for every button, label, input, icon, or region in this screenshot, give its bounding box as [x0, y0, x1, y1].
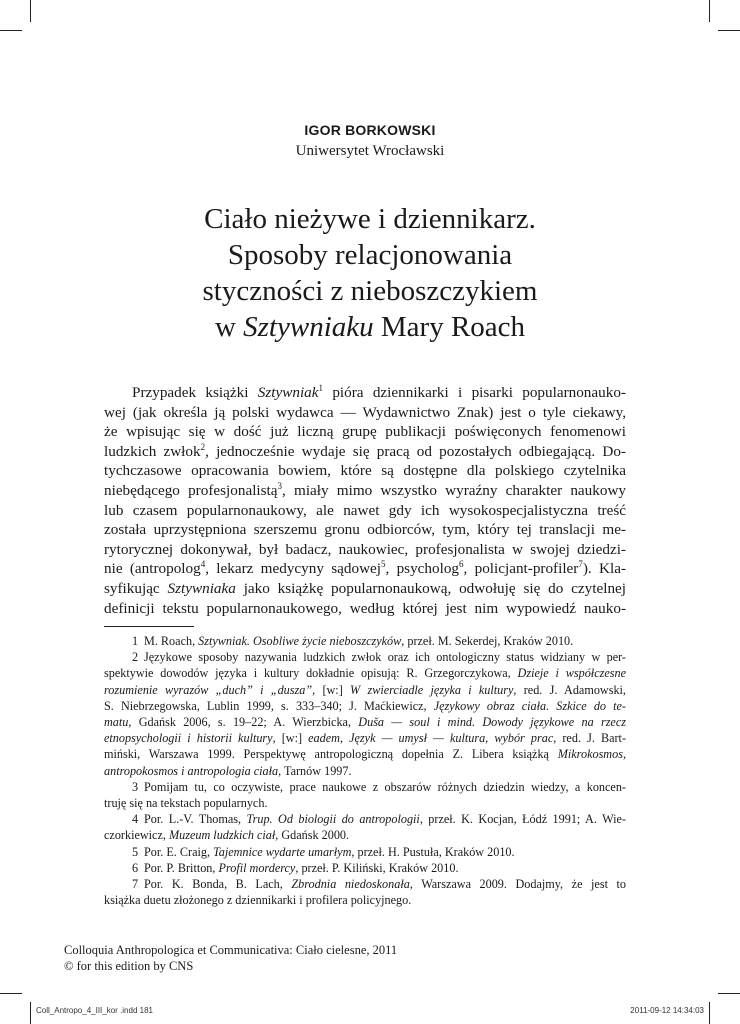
footnote-number: 2 — [132, 650, 139, 665]
text: syfikując — [104, 579, 168, 597]
book-title: Sztywniaka — [167, 579, 236, 597]
text: ludzkich zwłok — [104, 442, 201, 460]
footnote-ref[interactable]: 7 — [578, 559, 583, 570]
text: spektywie dowodów języka i kultury dokładnie opisują: R. Grzegorczykowa, — [104, 666, 518, 681]
text: Językowy obraz ciała. Szkice do te- — [433, 698, 626, 713]
text: Por. P. Britton, — [144, 860, 219, 875]
body-line: wej (jak określa ją polski wydawca — Wydawnictwo Znak) jest o tyle ciekawy, — [104, 403, 626, 421]
text: , jednocześnie wydaje się pracą od pozostałych odbiegającą. Do- — [205, 442, 626, 460]
footnote-6 — [104, 860, 626, 876]
text: , [w:] — [272, 731, 309, 746]
text: Sztywniak. Osobliwe życie nieboszczyków — [198, 634, 402, 648]
footnote-4 — [104, 811, 626, 827]
footnote-ref[interactable]: 2 — [200, 441, 206, 452]
text: W zwierciadle języka i kultury — [350, 682, 514, 697]
text: , psycholog — [385, 560, 460, 578]
body-line — [104, 579, 626, 599]
text: , Gdańsk 2006, s. 19–22; A. Wierzbicka, — [128, 715, 359, 730]
footnote-ref[interactable]: 1 — [318, 382, 323, 393]
title-line — [90, 309, 650, 345]
text: , [w:] — [312, 682, 351, 697]
book-title: Sztywniak — [257, 384, 319, 401]
text: matu — [104, 715, 129, 730]
slug-filename: Coll_Antropo_4_III_kor .indd 181 — [36, 1006, 153, 1015]
slug-timestamp: 2011-09-12 14:34:03 — [630, 1006, 704, 1015]
journal-name: Colloquia Anthropologica et Communicativa: Ciało cielesne, 2011 — [64, 943, 398, 957]
body-line: tychczasowe opracowania bowiem, które są dostępne dla polskiego czytelnika — [104, 462, 626, 480]
body-line — [104, 481, 626, 501]
body-line: że wpisując się w dość już liczną grupę publikacji poświęconych fenomenowi — [104, 423, 626, 441]
text: , lekarz medycyny sądowej — [205, 560, 381, 578]
text: eadem — [308, 731, 340, 746]
footnote-line: truję się na tekstach popularnych. — [104, 796, 268, 811]
body-line — [104, 559, 626, 579]
footnote-line — [104, 746, 626, 762]
text: Por. K. Bonda, B. Lach, — [144, 877, 292, 892]
footnote-ref[interactable]: 4 — [200, 559, 206, 570]
text: , przeł. H. Pustuła, Kraków 2010. — [351, 844, 515, 859]
text: S. Niebrzegowska, Lublin 1999, s. 333–340; J. Maćkiewicz, — [104, 698, 434, 713]
text: Tajemnice wydarte umarłym — [213, 844, 352, 859]
title-line: Sposoby relacjonowania — [227, 239, 513, 271]
body-line: została uprzystępniona szerszemu gronu odbiorców, tym, który tej translacji me- — [104, 521, 626, 539]
footnote-line — [104, 827, 626, 843]
footnote-number: 3 — [132, 779, 139, 794]
text: ). Kla- — [582, 560, 626, 578]
text: Językowe sposoby nazywania ludzkich zwłok oraz ich ontologiczny status widziany w per- — [144, 650, 626, 665]
text: , Tarnów 1997. — [278, 763, 352, 778]
text: Duša — soul i mind. Dowody językowe na rzecz — [358, 715, 626, 730]
footnote-line: książka duetu złożonego z dziennikarki i profilera policyjnego. — [104, 893, 412, 908]
text: Przypadek książki — [132, 384, 258, 401]
author-affiliation: Uniwersytet Wrocławski — [295, 143, 445, 159]
text: , — [339, 731, 350, 746]
footnote-number: 1 — [132, 634, 139, 648]
title-line: styczności z nieboszczykiem — [202, 275, 538, 307]
footnote-3 — [104, 779, 626, 795]
footnote-line — [104, 682, 626, 698]
title-book-name: Sztywniaku — [243, 311, 374, 343]
footnote-ref[interactable]: 3 — [277, 480, 283, 491]
footnote-line — [104, 763, 626, 779]
author-name: IGOR BORKOWSKI — [304, 122, 436, 138]
text: , Warszawa 2009. Dodajmy, że jest to — [409, 877, 626, 892]
text: , przeł. K. Kocjan, Łódź 1991; A. Wie- — [419, 812, 626, 827]
journal-footer — [64, 942, 397, 974]
footnote-ref[interactable]: 6 — [459, 559, 464, 570]
body-line: rytorycznej dokonywał, był badacz, naukowiec, profesjonalista w swojej dziedzi- — [104, 540, 626, 558]
text: Mikrokosmos, — [557, 747, 626, 762]
body-paragraph — [104, 383, 626, 618]
footnote-5 — [104, 844, 626, 860]
body-line: lub czasem popularnonaukowy, ale nawet gdy ich wysokospecjalistyczna treść — [104, 501, 626, 519]
title-text: Mary Roach — [373, 311, 526, 343]
text: niebędącego profesjonalistą — [104, 481, 278, 499]
body-line — [104, 383, 626, 403]
text: , red. J. Bart- — [553, 731, 627, 746]
text: Dzieje i współczesne — [517, 666, 626, 681]
footnote-1 — [104, 633, 626, 649]
text: M. Roach, — [144, 634, 199, 648]
body-line — [104, 442, 626, 462]
text: , policjant-profiler — [463, 560, 579, 578]
footnote-line — [104, 730, 626, 746]
text: rozumienie wyrazów „duch” i „dusza” — [104, 682, 313, 697]
text: Pomijam tu, co oczywiste, prace naukowe z obszarów różnych dziedzin wiedzy, a koncen- — [144, 779, 626, 794]
text: czorkiewicz, — [104, 828, 169, 843]
text: Profil mordercy — [218, 860, 296, 875]
copyright-notice: © for this edition by CNS — [64, 959, 194, 973]
text: Język — umysł — kultura, wybór prac — [349, 731, 554, 746]
body-line: definicji tekstu popularnonaukowego, według której jest nim wypowiedź nauko- — [104, 599, 626, 617]
text: pióra dziennikarki i pisarki popularnonauko- — [323, 384, 626, 401]
text: jako książkę popularnonaukową, odwołuję się do czytelnej — [235, 579, 626, 597]
text: , przeł. P. Kiliński, Kraków 2010. — [295, 860, 459, 875]
title-text: w — [214, 311, 244, 343]
text: miński, Warszawa 1999. Perspektywę antropologiczną dopełnia Z. Libera książką — [104, 747, 558, 762]
footnote-ref[interactable]: 5 — [381, 559, 386, 570]
footnote-2 — [104, 649, 626, 665]
footnote-7 — [104, 876, 626, 892]
text: Por. E. Craig, — [144, 844, 214, 859]
footnote-number: 7 — [132, 877, 139, 892]
text: Zbrodnia niedoskonała — [291, 877, 410, 892]
text: antropokosmos i antropologia ciała — [104, 763, 279, 778]
text: , red. J. Adamowski, — [513, 682, 626, 697]
text: Por. L.-V. Thomas, — [144, 812, 247, 827]
text: Muzeum ludzkich ciał — [168, 828, 276, 843]
text: , przeł. M. Sekerdej, Kraków 2010. — [401, 634, 574, 648]
text: Trup. Od biologii do antropologii — [246, 812, 420, 827]
text: , miały mimo wszystko wyraźny charakter naukowy — [282, 481, 627, 499]
footnote-number: 5 — [132, 844, 139, 859]
text: , Gdańsk 2000. — [275, 828, 350, 843]
footnote-line — [104, 714, 626, 730]
title-line: Ciało nieżywe i dziennikarz. — [204, 203, 536, 235]
footnote-separator — [104, 626, 194, 627]
footnote-number: 6 — [132, 860, 139, 875]
footnote-number: 4 — [132, 812, 139, 827]
article-title — [90, 201, 650, 345]
text: nie (antropolog — [104, 560, 201, 578]
text: etnopsychologii i historii kultury — [104, 731, 273, 746]
footnote-line — [104, 698, 626, 714]
footnote-line — [104, 665, 626, 681]
footnotes — [104, 633, 626, 908]
